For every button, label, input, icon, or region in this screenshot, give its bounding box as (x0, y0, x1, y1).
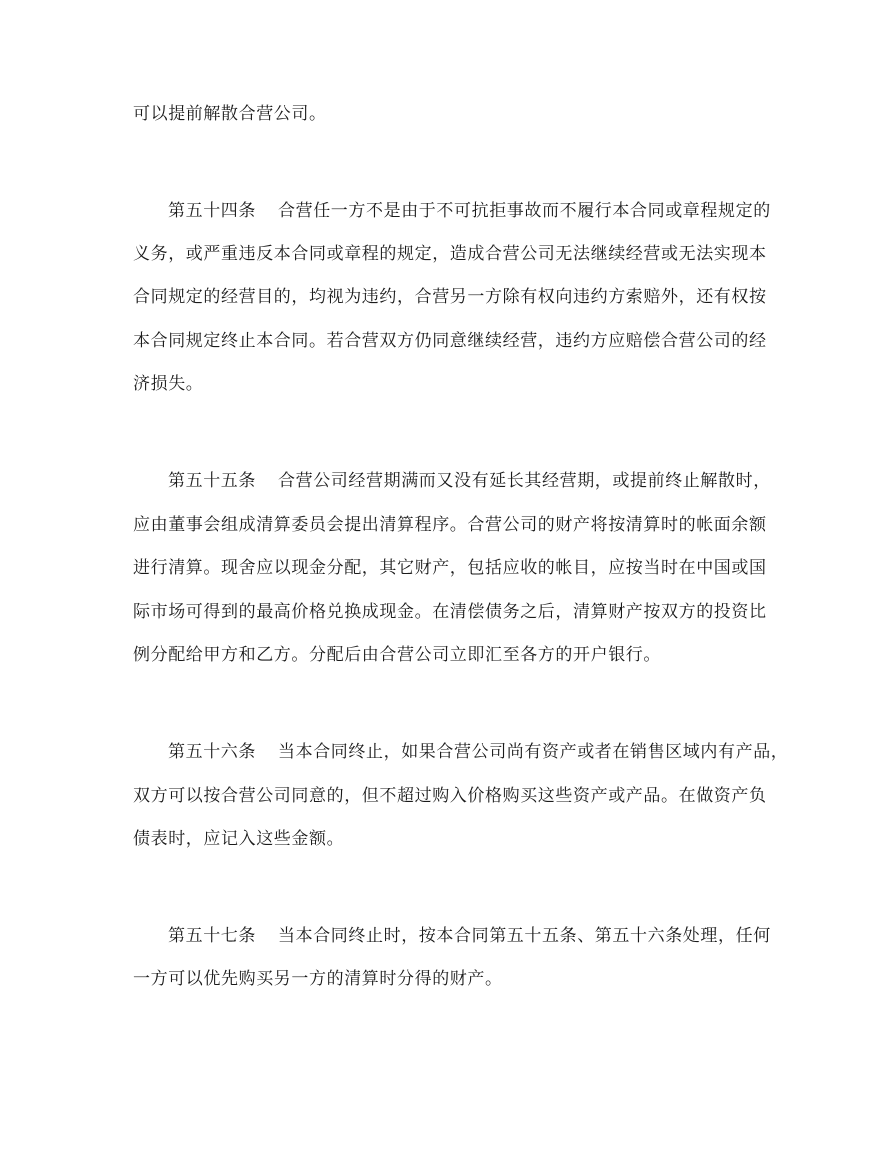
article-55-number: 第五十五条 (168, 471, 256, 491)
article-54-line-1: 第五十四条 合营任一方不是由于不可抗拒事故而不履行本合同或章程规定的 (168, 201, 771, 221)
article-54-line-5: 济损失。 (133, 374, 204, 394)
article-56-line-1: 第五十六条 当本合同终止，如果合营公司尚有资产或者在销售区域内有产品， (168, 742, 789, 762)
article-54-line-2: 义务，或严重违反本合同或章程的规定，造成合营公司无法继续经营或无法实现本 (133, 244, 767, 264)
article-56-line-3: 债表时，应记入这些金额。 (133, 829, 345, 849)
article-55-line-5: 例分配给甲方和乙方。分配后由合营公司立即汇至各方的开户银行。 (133, 645, 661, 665)
article-57-number: 第五十七条 (168, 926, 256, 946)
article-55-line-3: 进行清算。现舍应以现金分配，其它财产，包括应收的帐目，应按当时在中国或国 (133, 558, 767, 578)
article-55-line-2: 应由董事会组成清算委员会提出清算程序。合营公司的财产将按清算时的帐面余额 (133, 515, 767, 535)
article-56-line-2: 双方可以按合营公司同意的，但不超过购入价格购买这些资产或产品。在做资产负 (133, 786, 767, 806)
article-54-line-3: 合同规定的经营目的，均视为违约，合营另一方除有权向违约方索赔外，还有权按 (133, 287, 767, 307)
article-55-line-4: 际市场可得到的最高价格兑换成现金。在清偿债务之后，清算财产按双方的投资比 (133, 602, 767, 622)
article-54-line-4: 本合同规定终止本合同。若合营双方仍同意继续经营，违约方应赔偿合营公司的经 (133, 331, 767, 351)
continuation-text: 可以提前解散合营公司。 (133, 104, 327, 124)
article-54-number: 第五十四条 (168, 201, 256, 221)
article-55-line-1: 第五十五条 合营公司经营期满而又没有延长其经营期，或提前终止解散时， (168, 471, 771, 491)
article-56-number: 第五十六条 (168, 742, 256, 762)
article-57-line-1: 第五十七条 当本合同终止时，按本合同第五十五条、第五十六条处理，任何 (168, 926, 771, 946)
article-57-line-2: 一方可以优先购买另一方的清算时分得的财产。 (133, 969, 503, 989)
